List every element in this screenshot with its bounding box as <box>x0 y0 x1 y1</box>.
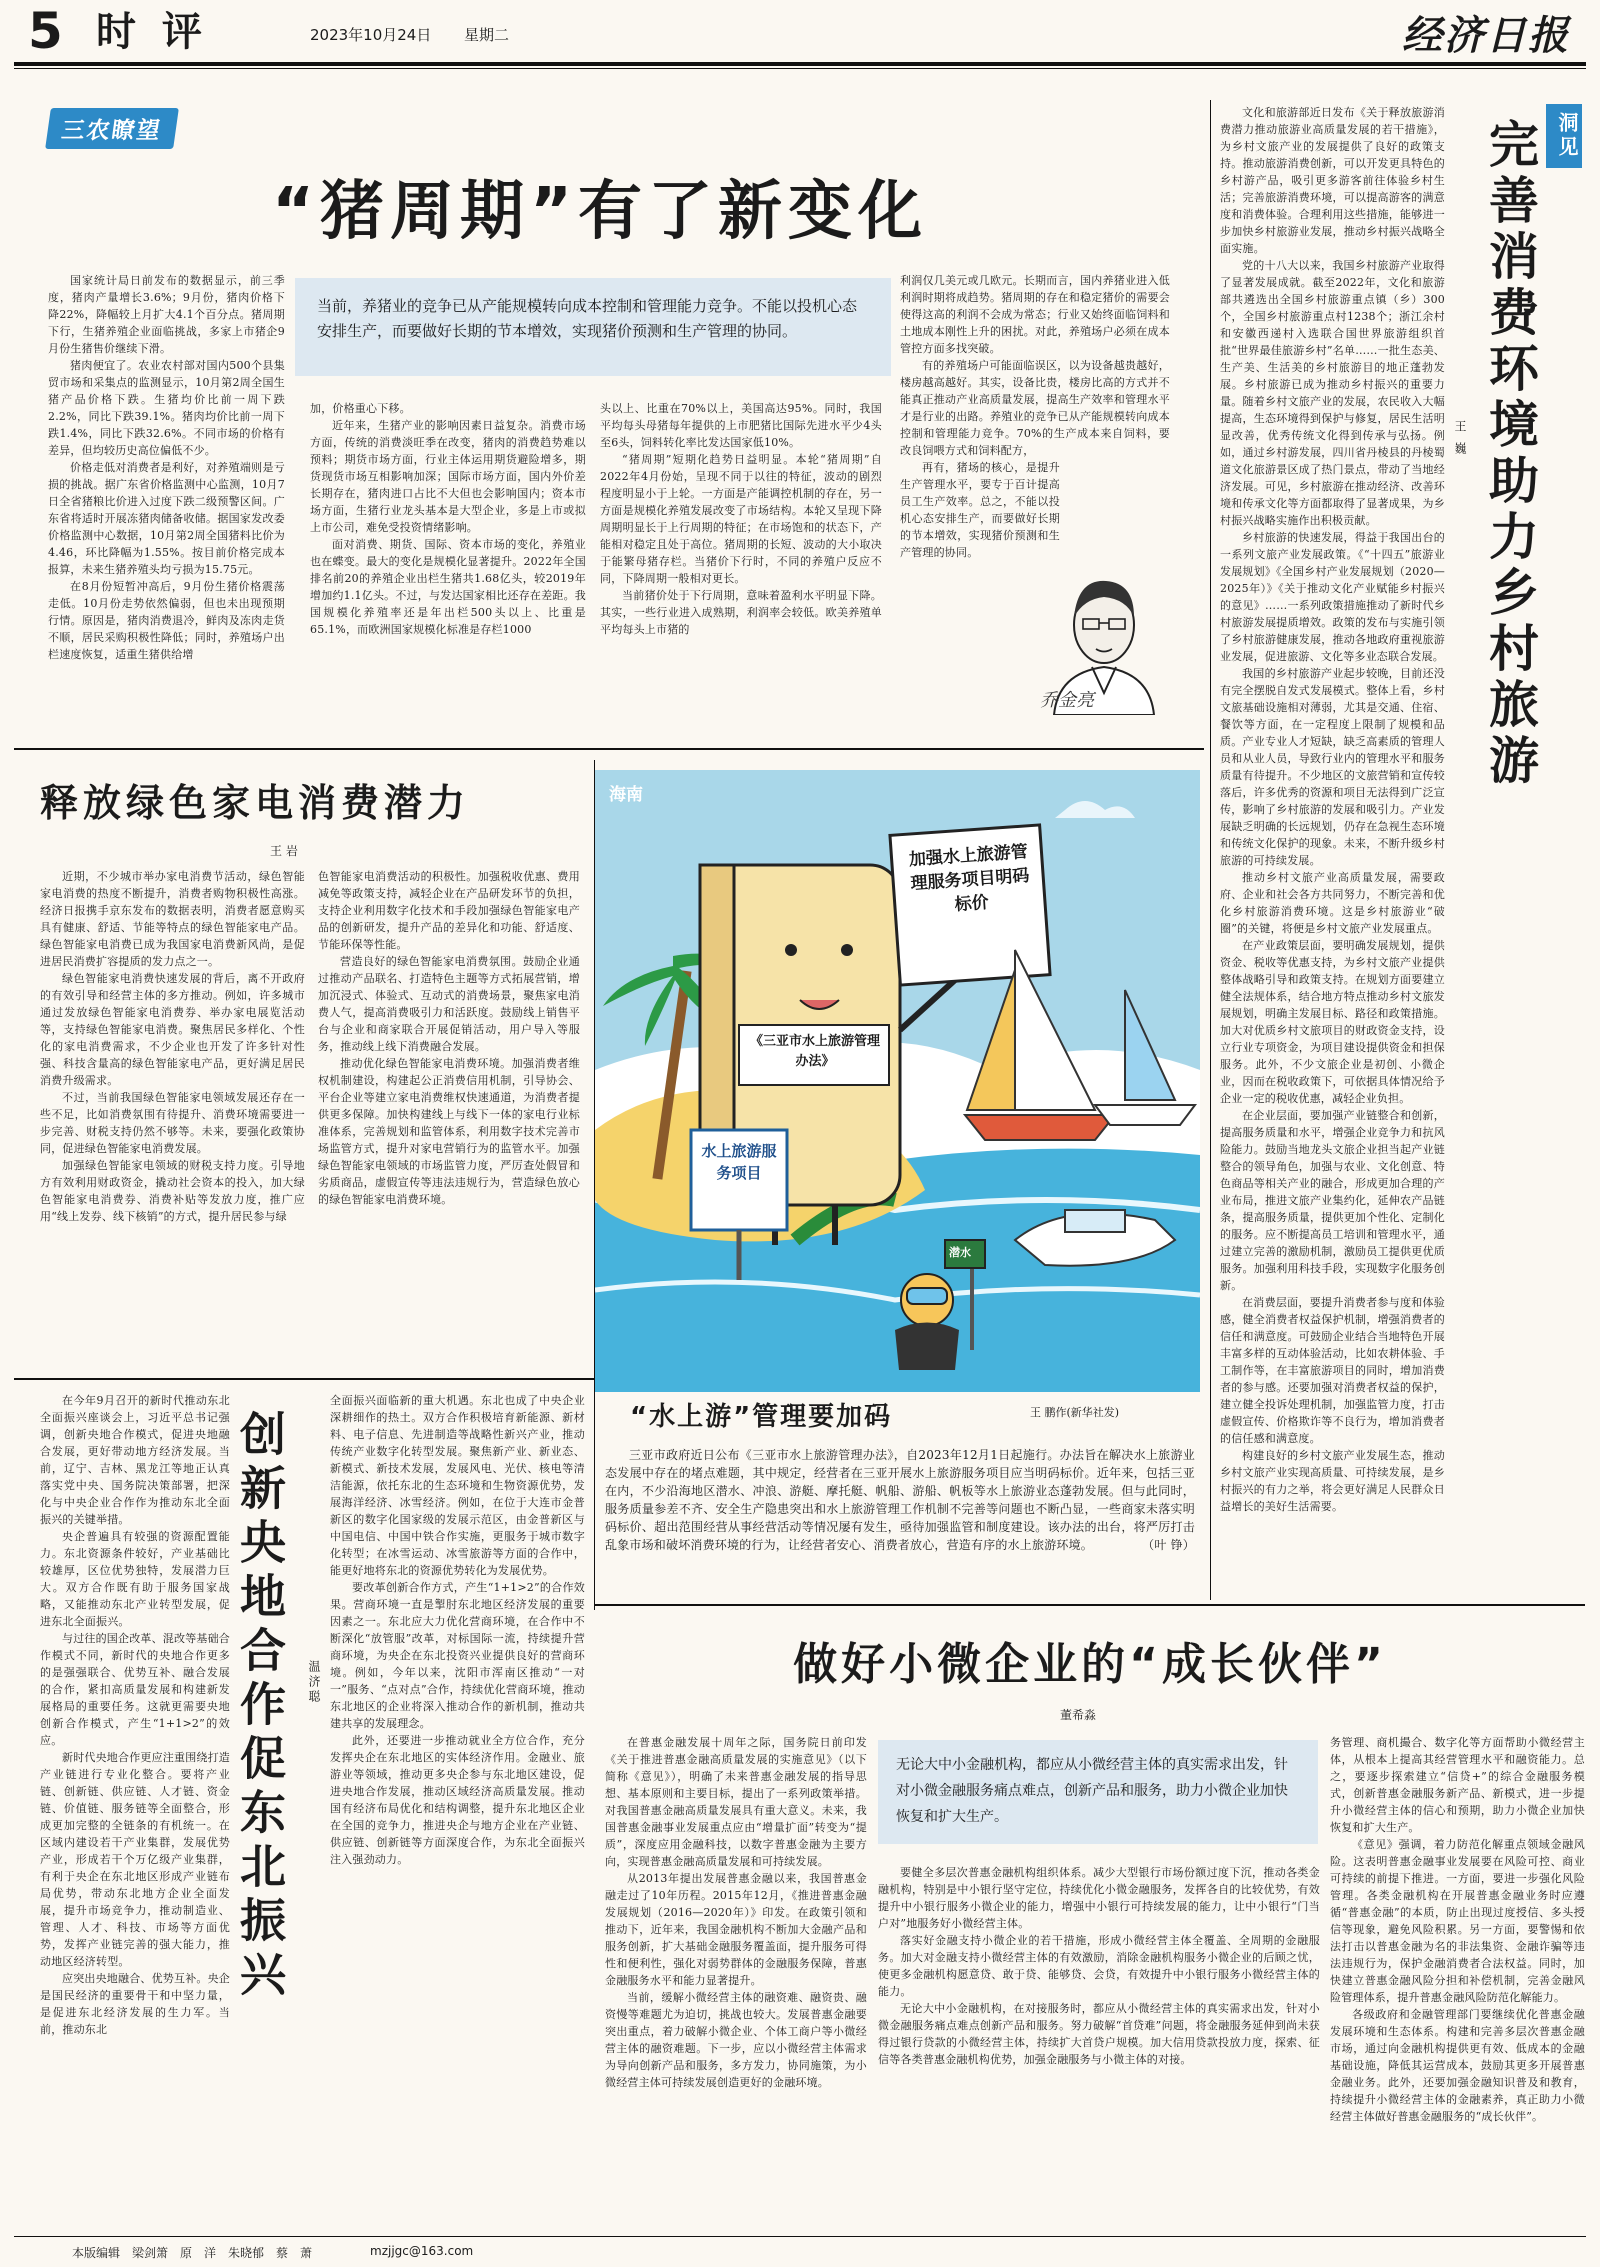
paragraph: 应突出央地融合、优势互补。央企是国民经济的重要骨干和中坚力量，是促进东北经济发展的生力军。当前，推动东北 <box>40 1972 230 2036</box>
cartoon-flag-label: 潜水 <box>949 1246 971 1259</box>
paper-logo: 经济日报 <box>1402 12 1570 59</box>
issue-date: 2023年10月24日 <box>310 26 432 44</box>
paragraph: 央企普遍具有较强的资源配置能力。东北资源条件较好，产业基础比较雄厚，区位优势独特，发展潜力巨大。双方合作既有助于服务国家战略，又能推动东北产业转型发展，促进东北全面振兴。 <box>40 1530 230 1628</box>
cartoon-credit: 王 鹏作(新华社发) <box>1030 1406 1120 1419</box>
tourism-headline: 完善消费环境助力乡村旅游 <box>1481 118 1539 790</box>
paragraph: 当前猪价处于下行周期，意味着盈利水平明显下降。其实，一些行业进入成熟期，利润率会较低。欧美养殖单平均每头上市猪的 <box>600 589 882 636</box>
paragraph: “猪周期”短期化趋势日益明显。本轮“猪周期”自2022年4月份始，呈现不同于以往的特征，波动的剧烈程度明显小于上轮。一方面是产能调控机制的存在，另一方面是规模化养殖发展改变了市场结构。本轮又呈现下降周期明显长于上行周期的特征；在市场饱和的状态下，产能相对稳定且处于高位。猪周期的长短、波动的大小取决于能繁母猪存栏。当猪价下行时，不同的养殖户反应不同，下降周期一般相对更长。 <box>600 453 882 585</box>
paragraph: 色智能家电消费活动的积极性。加强税收优惠、费用减免等政策支持，减轻企业在产品研发环节的负担，支持企业利用数字化技术和手段加强绿色智能家电产品的创新研发，提升产品的差异化和功能、舒适度、节能环保等性能。 <box>318 870 580 951</box>
smb-summary-text: 无论大中小金融机构，都应从小微经营主体的真实需求出发，针对小微金融服务痛点难点，创新产品和服务，助力小微企业加快恢复和扩大生产。 <box>896 1757 1288 1825</box>
paragraph: 要改革创新合作方式，产生“1+1>2”的合作效果。营商环境一直是掣肘东北地区经济发展的重要因素之一。东北应大力优化营商环境，在合作中不断深化“放管服”改革，对标国际一流，持续提升营商环境，为央企在东北投资兴业提供良好的营商环境。例如，今年以来，沈阳市浑南区推动“一对一”服务、“点对点”合作，持续优化营商环境，推动东北地区的企业将深入推动合作的新机制，推动共建共享的发展理念。 <box>330 1581 585 1730</box>
appliance-col2 <box>318 868 580 1363</box>
masthead-rule-thick <box>14 62 1586 66</box>
paragraph: 全面振兴面临新的重大机遇。东北也成了中央企业深耕细作的热土。双方合作积极培育新能源、新材料、电子信息、先进制造等战略性新兴产业，推动传统产业数字化转型发展。聚焦新产业、新业态、新模式、新技术发展，发展风电、光伏、核电等清洁能源，依托东北的生态环境和生物资源优势，发展海洋经济、冰雪经济。例如，在位于大连市金普新区的数字化国家级的发展示范区，由金普新区与中国电信、中国中铁合作实施，更服务于城市数字化转型；在冰雪运动、冰雪旅游等方面的合作中，能更好地将东北的资源优势转化为发展优势。 <box>330 1394 585 1577</box>
smb-headline: 做好小微企业的“成长伙伴” <box>793 1639 1387 1690</box>
paragraph: 有的养殖场户可能面临误区，以为设备越贵越好，楼房越高越好。其实，设备比贵，楼房比高的方式并不能真正推动产业高质量发展，提高生产效率和管理水平才是行业的出路。养殖业的竞争已从产能规模转向成本控制和管理能力竞争。70%的生产成本来自饲料，要改良饲喂方式和饲料配方， <box>900 359 1170 457</box>
paragraph: 猪肉便宜了。农业农村部对国内500个县集贸市场和采集点的监测显示，10月第2周全国生猪产品价格下跌。生猪均价比前一周下跌2.2%，同比下跌39.1%。猪肉均价比前一周下跌1.4%，同比下跌32.6%。不同市场的价格有差异，但均较历史高位偏低不少。 <box>48 359 285 457</box>
divider <box>14 1378 594 1380</box>
paragraph: 此外，还要进一步推动就业全方位合作，充分发挥央企在东北地区的实体经济作用。金融业、旅游业等领域，推动更多央企参与东北地区建设，促进央地合作发展，推动区域经济高质量发展。推动国有经济布局优化和结构调整，提升东北地区企业在全国的竞争力，推进央企与地方企业在产业链、供应链、创新链等方面深度合作，为东北全面振兴注入强劲动力。 <box>330 1734 585 1866</box>
divider <box>14 748 1204 750</box>
northeast-author: 温济聪 <box>307 1660 321 1705</box>
paragraph: 从2013年提出发展普惠金融以来，我国普惠金融走过了10年历程。2015年12月，《推进普惠金融发展规划（2016—2020年）》印发。在政策引领和推动下，近年来，我国金融机构不断加大金融产品和服务创新，扩大基础金融服务覆盖面，提升服务可得性和便利性，强化对弱势群体的金融服务保障，普惠金融服务水平和能力显著提升。 <box>605 1872 867 1987</box>
paragraph: 构建良好的乡村文旅产业发展生态，推动乡村文旅产业实现高质量、可持续发展，是乡村振兴的有力之举，将会更好满足人民群众日益增长的美好生活需要。 <box>1220 1449 1445 1513</box>
paragraph: 在企业层面，要加强产业链整合和创新，提高服务质量和水平，增强企业竞争力和抗风险能力。鼓励当地龙头文旅企业担当起产业链整合的领导角色，加强与农业、文化创意、特色商品等相关产业的融合，形成更加合理的产业布局，推进文旅产业集约化，延伸农产品链条，提高服务质量，提供更加个性化、定制化的服务。应不断提高员工培训和管理水平，通过建立完善的激励机制，激励员工提供更优质服务。加强利用科技手段，实现数字化服务创新。 <box>1220 1109 1445 1292</box>
paragraph: 当前，缓解小微经营主体的融资难、融资贵、融资慢等难题尤为迫切，挑战也较大。发展普惠金融要突出重点，着力破解小微企业、个体工商户等小微经营主体的融资难题。下一步，应以小微经营主体需求为导向创新产品和服务，多方发力，协同施策，为小微经营主体可持续发展创造更好的金融环境。 <box>605 1991 867 2089</box>
cartoon-doc-label: 《三亚市水上旅游管理办法》 <box>749 1034 880 1069</box>
paragraph: 近期，不少城市举办家电消费节活动，绿色智能家电消费的热度不断提升，消费者购物积极性高涨。经济日报携手京东发布的数据表明，消费者愿意购买具有健康、舒适、节能等特点的绿色智能家电产品。绿色智能家电消费已成为我国家电消费新风尚，是促进居民消费扩容提质的发力点之一。 <box>40 870 305 968</box>
paragraph: 营造良好的绿色智能家电消费氛围。鼓励企业通过推动产品联名、打造特色主题等方式拓展营销，增加沉浸式、体验式、互动式的消费场景，聚焦家电消费人气，提高消费吸引力和活跃度。鼓励线上销售平台与企业和商家联合开展促销活动，用户导入等服务，推动线上线下消费融合发展。 <box>318 955 580 1053</box>
smb-col1 <box>605 1734 867 2230</box>
cartoon-body <box>605 1446 1195 1596</box>
paragraph: 在产业政策层面，要明确发展规划，提供资金、税收等优惠支持，为乡村文旅产业提供整体战略引导和政策支持。在规划方面要建立健全法规体系，结合地方特点推动乡村文旅发展规划，明确主发展目标、路径和政策措施。加大对优质乡村文旅项目的财政资金支持，设立行业专项资金，为项目建设提供资金和担保服务。此外，不少文旅企业是初创、小微企业，因而在税收政策下，可依据具体情况给予企业一定的税收优惠，减轻企业负担。 <box>1220 939 1445 1105</box>
cartoon-sign-small: 水上旅游服务项目 <box>701 1142 777 1182</box>
paragraph: 各级政府和金融管理部门要继续优化普惠金融发展环境和生态体系。构建和完善多层次普惠金融市场，通过向金融机构提供更有效、低成本的金融基础设施，降低其运营成本，鼓励其更多开展普惠金融业务。此外，还要加强金融知识普及和教育，持续提升小微经营主体的金融素养，真正助力小微经营主体做好普惠金融服务的“成长伙伴”。 <box>1330 2008 1585 2123</box>
cartoon-location: 海南 <box>609 785 643 805</box>
pig-headline: “猪周期”有了新变化 <box>271 175 929 249</box>
smb-author: 董希淼 <box>1060 1708 1097 1722</box>
paragraph: 加强绿色智能家电领域的财税支持力度。引导地方有效利用财政资金，撬动社会资本的投入，加大绿色智能家电消费券、消费补贴等发放力度，推广应用“线上发券、线下核销”的方式，提升居民参与绿 <box>40 1159 305 1223</box>
footer-rule <box>14 2236 1586 2237</box>
paragraph: 党的十八大以来，我国乡村旅游产业取得了显著发展成就。截至2022年，文化和旅游部共遴选出全国乡村旅游重点镇（乡）300个，全国乡村旅游重点村1238个；浙江余村和安徽西递村入选联合国世界旅游组织首批“世界最佳旅游乡村”名单……一批生态美、生产美、生活美的乡村旅游目的地正蓬勃发展。乡村旅游已成为推动乡村振兴的重要力量。随着乡村文旅产业的发展，农民收入大幅提高，生态环境得到保护与修复，居民生活明显改善，优秀传统文化得到传承与弘扬。例如，通过乡村游发展，四川省丹棱县的丹棱蜀道文化旅游景区成了热门景点，带动了当地经济发展。可见，乡村旅游在推动经济、改善环境和传承文化等方面都取得了显著成果，为乡村振兴战略实施作出积极贡献。 <box>1220 259 1445 527</box>
smb-summary <box>878 1740 1318 1844</box>
paragraph: 不过，当前我国绿色智能家电领域发展还存在一些不足，比如消费氛围有待提升、消费环境需要进一步完善、财税支持仍然不够等。未来，要强化政策协同，促进绿色智能家电消费发展。 <box>40 1091 305 1155</box>
paragraph: 要健全多层次普惠金融机构组织体系。减少大型银行市场份额过度下沉，推动各类金融机构，特别是中小银行坚守定位，持续优化小微金融服务，发挥各自的比较优势，有效提升中小银行服务小微企业的能力，增强中小银行可持续发展的能力，让中小银行“门当户对”地服务好小微经营主体。 <box>878 1866 1320 1930</box>
appliance-col1 <box>40 868 305 1363</box>
paragraph: 与过往的国企改革、混改等基础合作模式不同，新时代的央地合作更多的是强强联合、优势互补、融合发展的合作，紧扣高质量发展和构建新发展格局的重要任务。这就更需要央地创新合作模式，产生“1+1>2”的效应。 <box>40 1632 230 1747</box>
paragraph: 在消费层面，要提升消费者参与度和体验感，健全消费者权益保护机制，增强消费者的信任和满意度。可鼓励企业结合当地特色开展丰富多样的互动体验活动，比如农耕体验、手工制作等，在丰富旅游项目的同时，增加消费者的参与感。还要加强对消费者权益的保护，建立健全投诉处理机制，加强监管力度，打击虚假宣传、价格欺诈等不良行为，增加消费者的信任感和满意度。 <box>1220 1296 1445 1445</box>
paragraph <box>605 1446 1195 1554</box>
paragraph: 加，价格重心下移。 <box>310 402 411 415</box>
paragraph: 在8月份短暂冲高后，9月份生猪价格震荡走低。10月份走势依然偏弱，但也未出现预期行情。原因是，猪肉消费退冷，鲜肉及冻肉走货不顺，居民采购积极性降低；同时，养殖场户出栏速度恢复，适重生猪供给增 <box>48 580 285 661</box>
appliance-author: 王 岩 <box>270 844 298 858</box>
northeast-headline: 创新央地合作促东北振兴 <box>233 1410 287 2004</box>
pig-col1 <box>48 272 285 738</box>
paragraph: 务管理、商机撮合、数字化等方面帮助小微经营主体，从根本上提高其经营管理水平和融资能力。总之，要逐步探索建立“信贷+”的综合金融服务模式，创新普惠金融服务新产品、新模式，进一步提升小微经营主体的信心和预期，助力小微企业加快恢复和扩大生产。 <box>1330 1736 1585 1834</box>
cartoon <box>595 770 1200 1392</box>
tourism-body <box>1220 104 1445 1624</box>
pig-col3 <box>600 400 882 738</box>
paragraph: 落实好金融支持小微企业的若干措施，形成小微经营主体全覆盖、全周期的金融服务。加大对金融支持小微经营主体的有效激励，消除金融机构服务小微企业的后顾之忧，使更多金融机构愿意贷、敢于贷、能够贷、会贷，有效提升中小银行服务小微经营主体的能力。 <box>878 1934 1320 1998</box>
issue-weekday: 星期二 <box>464 26 510 44</box>
paragraph: 绿色智能家电消费快速发展的背后，离不开政府的有效引导和经营主体的多方推动。例如，许多城市通过发放绿色智能家电消费券、举办家电展览活动等，支持绿色智能家电消费。聚焦居民多样化、个性化的家电消费需求，不少企业也开发了许多针对性强、科技含量高的绿色智能家电产品，更好满足居民消费升级需求。 <box>40 972 305 1087</box>
paragraph: 国家统计局日前发布的数据显示，前三季度，猪肉产量增长3.6%；9月份，猪肉价格下降22%，降幅较上月扩大4.1个百分点。猪周期下行，生猪养殖企业面临挑战，多家上市猪企9月份生猪售价继续下滑。 <box>48 274 285 355</box>
pig-summary <box>295 278 891 376</box>
masthead-rule-thin <box>14 68 1586 69</box>
column-tag: 三农瞭望 <box>45 108 179 149</box>
pig-summary-text: 当前，养猪业的竞争已从产能规模转向成本控制和管理能力竞争。不能以投机心态安排生产，而要做好长期的节本增效，实现猪价预测和生产管理的协同。 <box>317 297 858 340</box>
pig-col2 <box>310 400 586 738</box>
paragraph: 头以上、比重在70%以上，美国高达95%。同时，我国平均每头母猪每年提供的上市肥猪比国际先进水平少4头至6头，饲料转化率比发达国家低10%。 <box>600 402 882 449</box>
northeast-col2 <box>330 1392 585 2232</box>
author-signature: 乔金亮 <box>1040 690 1094 711</box>
divider <box>595 1604 1585 1606</box>
cartoon-body-sign: （叶 铮） <box>1142 1538 1195 1552</box>
paragraph: 价格走低对消费者是利好，对养殖端则是亏损的挑战。据广东省价格监测中心监测，10月7日全省猪粮比价进入过度下跌二级预警区间。广东省将适时开展冻猪肉储备收储。据国家发改委价格监测中心数据，10月第2周全国猪料比价为4.46，环比降幅为1.55%。按目前价格完成本报算，未来生猪养殖头均亏损为15.75元。 <box>48 461 285 576</box>
paragraph: 面对消费、期货、国际、资本市场的变化，养殖业也在蝶变。最大的变化是规模化显著提升。2022年全国排名前20的养殖企业出栏生猪共1.68亿头，较2019年增加约1.1亿头。不过，与发达国家相比还存在差距。我国规模化养殖率还是年出栏500头以上、比重是65.1%，而欧洲国家规模化标准是存栏1000 <box>310 538 586 636</box>
tourism-column-tag: 洞见 <box>1546 104 1582 168</box>
paragraph: 近年来，生猪产业的影响因素日益复杂。消费市场方面，传统的消费淡旺季在改变，猪肉的消费趋势难以预料；期货市场方面，行业主体运用期货避险增多，期货现货市场互相影响加深；国际市场方面，国内外价差长期存在，猪肉进口占比不大但也会影响国内；资本市场方面，生猪行业龙头基本是大型企业，多是上市或拟上市公司，难免受投资情绪影响。 <box>310 419 586 534</box>
right-column-rule <box>1210 100 1211 1600</box>
tourism-author: 王 巍 <box>1453 420 1467 457</box>
paragraph: 乡村旅游的快速发展，得益于我国出台的一系列文旅产业发展政策。《“十四五”旅游业发展规划》《全国乡村产业发展规划（2020—2025年）》《关于推动文化产业赋能乡村振兴的意见》……一系列政策措施推动了新时代乡村旅游发展提质增效。政策的发布与实施引领了乡村旅游健康发展，推动各地政府重视旅游业发展，促进旅游、文化等多业态联合发展。 <box>1220 531 1445 663</box>
cartoon-sign-main: 加强水上旅游管理服务项目明码标价 <box>908 841 1031 916</box>
paragraph: 文化和旅游部近日发布《关于释放旅游消费潜力推动旅游业高质量发展的若干措施》，为乡村文旅产业的发展提供了良好的政策支持。推动旅游消费创新，可以开发更具特色的乡村游产品，吸引更多游客前往体验乡村生活；完善旅游消费环境，可以提高游客的满意度和消费体验。合理利用这些措施，能够进一步加快乡村旅游业发展，推动乡村振兴战略全面实施。 <box>1220 106 1445 255</box>
paragraph: 再有，猪场的核心，是提升生产管理水平，要专于百计提高员工生产效率。总之，不能以投机心态安排生产，而要做好长期的节本增效，实现猪价预测和生产管理的协同。 <box>900 461 1060 559</box>
paragraph: 推动乡村文旅产业高质量发展，需要政府、企业和社会各方共同努力，不断完善和优化乡村旅游消费环境。这是乡村旅游业“破圈”的关键，将便是乡村文旅产业发展重点。 <box>1220 871 1445 935</box>
paragraph: 新时代央地合作更应注重围绕打造产业链进行专业化整合。要将产业链、创新链、供应链、人才链、资金链、价值链、服务链等全面整合，形成更加完整的全链条的有机统一。在区域内建设若干产业集群，发展优势产业，形成若干个万亿级产业集群，有利于央企在东北地区形成产业链布局优势，带动东北地方企业全面发展，提升市场竞争力，推动制造业、管理、人才、科技、市场等方面优势，发挥产业链完善的强大能力，推动地区经济转型。 <box>40 1751 230 1968</box>
cartoon-body-text: 三亚市政府近日公布《三亚市水上旅游管理办法》，自2023年12月1日起施行。办法旨在解决水上旅游业态发展中存在的堵点难题，其中规定，经营者在三亚开展水上旅游服务项目应当明码标价。近年来，包括三亚在内，不少沿海地区潜水、冲浪、游艇、摩托艇、帆船、游船、帆板等水上旅游业态蓬勃发展。但与此同时，服务质量参差不齐、安全生产隐患突出和水上旅游管理工作机制不完善等问题也不断凸显，一些商家未落实明码标价、超出范围经营从事经营活动等情况屡有发生，亟待加强监管和制度建设。该办法的出台，将严厉打击乱象市场和破坏消费环境的行为，让经营者安心、消费者放心，营造有序的水上旅游环境。 <box>605 1448 1195 1552</box>
appliance-headline: 释放绿色家电消费潜力 <box>40 780 471 825</box>
paragraph: 在今年9月召开的新时代推动东北全面振兴座谈会上，习近平总书记强调，创新央地合作模式，促进央地融合发展，更好带动地方经济发展。当前，辽宁、吉林、黑龙江等地正认真落实党中央、国务院决策部署，把深化与中央企业合作作为推动东北全面振兴的关键举措。 <box>40 1394 230 1526</box>
paragraph: 利润仅几美元或几欧元。长期而言，国内养猪业进入低利润时期将成趋势。猪周期的存在和稳定猪价的需要会使得这高的利润不会成为常态；行业又始终面临饲料和土地成本刚性上升的困扰。对此，养殖场户必须在成本管控方面多找突破。 <box>900 274 1170 355</box>
smb-col2 <box>878 1864 1320 2230</box>
footer-email: mzjjgc@163.com <box>370 2244 474 2258</box>
masthead <box>14 0 1586 62</box>
paragraph: 推动优化绿色智能家电消费环境。加强消费者维权机制建设，构建起公正消费信用机制，引导协会、平台企业等建立家电消费维权快速通道，为消费者提供更多保障。加快构建线上与线下一体的家电行业标准体系，完善规划和监管体系，利用数字技术完善市场监管方式，提升对家电营销行为的监管水平。加强绿色智能家电领域的市场监管力度，严厉查处假冒和劣质商品，虚假宣传等违法违规行为，营造绿色放心的绿色智能家电消费环境。 <box>318 1057 580 1206</box>
paragraph: 我国的乡村旅游产业起步较晚，目前还没有完全摆脱自发式发展模式。整体上看，乡村文旅基础设施相对薄弱，尤其是交通、住宿、餐饮等方面，在一定程度上限制了规模和品质。产业专业人才短缺，缺乏高素质的管理人员和从业人员，导致行业内的管理水平和服务质量有待提升。不少地区的文旅营销和宣传较落后，许多优秀的资源和项目无法得到广泛宣传，影响了乡村旅游的发展和吸引力。产业发展缺乏明确的长远规划，仍存在急视生态环境和传统文化保护的现象。未来，不断升级乡村旅游的可持续发展。 <box>1220 667 1445 867</box>
page-number: 5 <box>28 2 63 60</box>
smb-col3 <box>1330 1734 1585 2230</box>
paragraph: 《意见》强调，着力防范化解重点领域金融风险。这表明普惠金融事业发展要在风险可控、商业可持续的前提下推进。一方面，要进一步强化风险管理。各类金融机构在开展普惠金融业务时应遵循“普惠金融”的本质，防止出现过度授信、多头授信等现象，避免风险积累。另一方面，要警惕和依法打击以普惠金融为名的非法集资、金融诈骗等违法违规行为，保护金融消费者合法权益。同时，加快建立普惠金融风险分担和补偿机制，完善金融风险管理体系，提升普惠金融风险防范化解能力。 <box>1330 1838 1585 2004</box>
paragraph: 无论大中小金融机构，在对接服务时，都应从小微经营主体的真实需求出发，针对小微金融服务痛点难点创新产品和服务。努力破解“首贷难”问题，将金融服务延伸到尚未获得过银行贷款的小微经营主体，持续扩大首贷户规模。加大信用贷款投放力度，探索、征信等各类普惠金融机构优势，加强金融服务与小微主体的对接。 <box>878 2002 1320 2066</box>
paragraph: 在普惠金融发展十周年之际，国务院日前印发《关于推进普惠金融高质量发展的实施意见》（以下简称《意见》），明确了未来普惠金融发展的指导思想、基本原则和主要目标，提出了一系列政策举措。对我国普惠金融高质量发展具有重大意义。未来，我国普惠金融事业发展重点应由“增量扩面”转变为“提质”，深度应用金融科技，以数字普惠金融为主要方向，实现普惠金融高质量发展和可持续发展。 <box>605 1736 867 1868</box>
northeast-col1 <box>40 1392 230 2232</box>
section-name: 时 评 <box>96 9 208 55</box>
cartoon-title: “水上游”管理要加码 <box>630 1402 893 1432</box>
footer-editors: 本版编辑 梁剑箫 原 洋 朱晓郁 蔡 萧 <box>72 2246 313 2260</box>
